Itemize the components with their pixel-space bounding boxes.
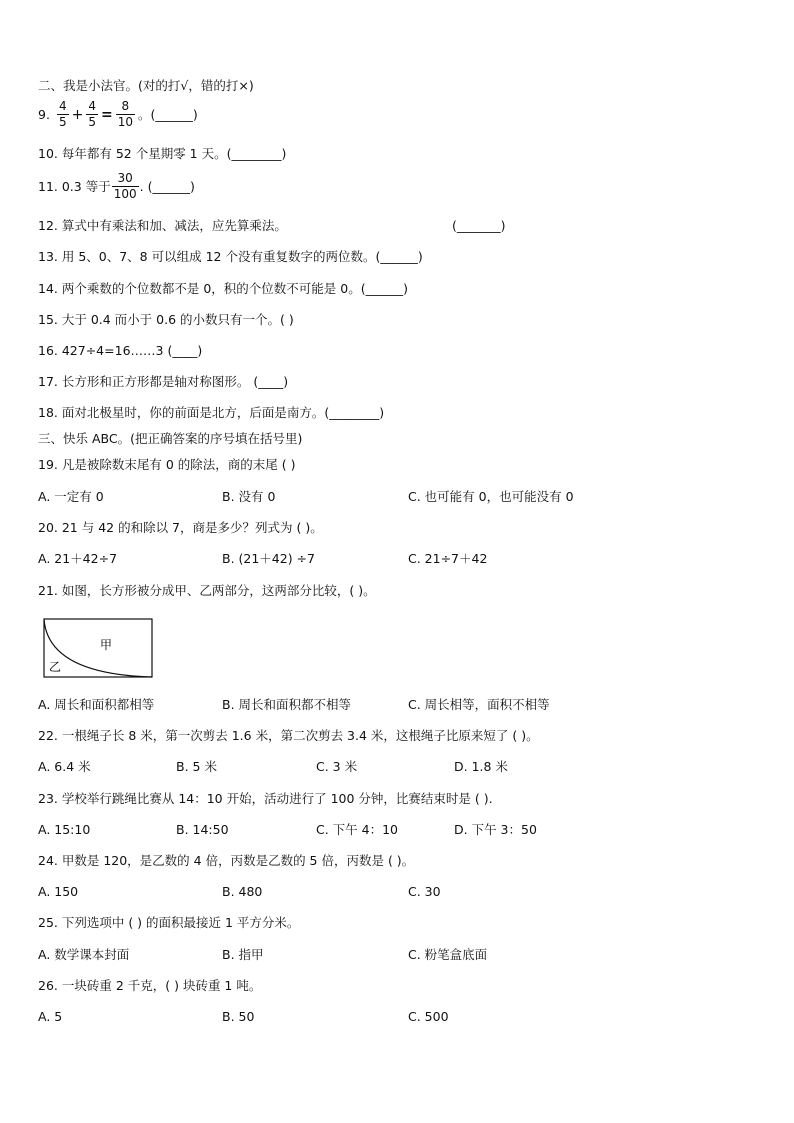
- q23-option-b[interactable]: B. 14:50: [176, 822, 229, 837]
- q21-option-c[interactable]: C. 周长相等，面积不相等: [408, 697, 550, 712]
- question-14: 14. 两个乘数的个位数都不是 0，积的个位数不可能是 0。(______): [38, 281, 408, 296]
- q9-number: 9.: [38, 106, 50, 122]
- question-22: 22. 一根绳子长 8 米，第一次剪去 1.6 米，第二次剪去 3.4 米，这根绳子比原来短了 ( )。: [38, 728, 539, 743]
- q22-option-b[interactable]: B. 5 米: [176, 759, 217, 774]
- q21-label-jia: 甲: [100, 638, 113, 652]
- q9-f2-numerator: 4: [88, 99, 96, 113]
- q25-option-a[interactable]: A. 数学课本封面: [38, 947, 130, 962]
- q9-f3-denominator: 10: [117, 115, 133, 129]
- q9-f3-numerator: 8: [116, 100, 135, 115]
- q21-option-b[interactable]: B. 周长和面积都不相等: [222, 697, 352, 712]
- q25-option-b[interactable]: B. 指甲: [222, 947, 264, 962]
- question-25: 25. 下列选项中 ( ) 的面积最接近 1 平方分米。: [38, 915, 300, 930]
- question-24: 24. 甲数是 120，是乙数的 4 倍，丙数是乙数的 5 倍，丙数是 ( )。: [38, 853, 415, 868]
- q24-option-c[interactable]: C. 30: [408, 884, 441, 899]
- q11-blank[interactable]: . (______): [139, 178, 195, 194]
- question-11: [38, 172, 195, 201]
- q19-option-a[interactable]: A. 一定有 0: [38, 489, 104, 504]
- question-10: 10. 每年都有 52 个星期零 1 天。(________): [38, 146, 287, 161]
- question-26: 26. 一块砖重 2 千克，( ) 块砖重 1 吨。: [38, 978, 262, 993]
- q26-option-c[interactable]: C. 500: [408, 1009, 449, 1024]
- q11-numerator: 30: [112, 172, 139, 187]
- q9-fraction-1: [57, 100, 69, 129]
- question-16: 16. 427÷4=16……3 (____): [38, 343, 203, 358]
- q9-fraction-3: [116, 100, 135, 129]
- section-2-title: 二、我是小法官。(对的打√，错的打×): [38, 78, 254, 93]
- question-13: 13. 用 5、0、7、8 可以组成 12 个没有重复数字的两位数。(______): [38, 249, 423, 264]
- q9-equals: =: [100, 106, 113, 123]
- q23-option-c[interactable]: C. 下午 4：10: [316, 822, 399, 837]
- q11-fraction: [112, 172, 139, 201]
- q12-blank[interactable]: (_______): [452, 218, 506, 233]
- question-23: 23. 学校举行跳绳比赛从 14：10 开始，活动进行了 100 分钟，比赛结束时是 ( ).: [38, 791, 493, 806]
- q24-option-b[interactable]: B. 480: [222, 884, 263, 899]
- q22-option-a[interactable]: A. 6.4 米: [38, 759, 91, 774]
- q26-option-a[interactable]: A. 5: [38, 1009, 63, 1024]
- q21-option-a[interactable]: A. 周长和面积都相等: [38, 697, 155, 712]
- q24-option-a[interactable]: A. 150: [38, 884, 79, 899]
- q20-option-a[interactable]: A. 21＋42÷7: [38, 551, 118, 566]
- q22-option-c[interactable]: C. 3 米: [316, 759, 358, 774]
- q25-option-c[interactable]: C. 粉笔盒底面: [408, 947, 488, 962]
- section-3-title: 三、快乐 ABC。(把正确答案的序号填在括号里): [38, 431, 303, 446]
- question-20: 20. 21 与 42 的和除以 7，商是多少？列式为 ( )。: [38, 520, 323, 535]
- question-18: 18. 面对北极星时，你的前面是北方，后面是南方。(________): [38, 405, 385, 420]
- q23-option-a[interactable]: A. 15:10: [38, 822, 91, 837]
- q20-option-b[interactable]: B. (21＋42) ÷7: [222, 551, 315, 566]
- q9-f1-denominator: 5: [58, 115, 67, 129]
- question-17: 17. 长方形和正方形都是轴对称图形。 (____): [38, 374, 289, 389]
- q19-option-c[interactable]: C. 也可能有 0，也可能没有 0: [408, 489, 574, 504]
- q21-rectangle-figure: [40, 614, 156, 682]
- q21-label-yi: 乙: [49, 660, 62, 674]
- q9-plus: +: [71, 106, 84, 123]
- question-9: [38, 100, 200, 129]
- q20-option-c[interactable]: C. 21÷7＋42: [408, 551, 488, 566]
- question-21: 21. 如图，长方形被分成甲、乙两部分，这两部分比较，( )。: [38, 583, 376, 598]
- q11-denominator: 100: [113, 187, 137, 201]
- q11-prefix: 11. 0.3 等于: [38, 178, 111, 194]
- q23-option-d[interactable]: D. 下午 3：50: [454, 822, 537, 837]
- q22-option-d[interactable]: D. 1.8 米: [454, 759, 508, 774]
- question-19: 19. 凡是被除数末尾有 0 的除法，商的末尾 ( ): [38, 457, 296, 472]
- q9-blank[interactable]: 。(______): [137, 106, 198, 122]
- question-12: 12. 算式中有乘法和加、减法，应先算乘法。: [38, 218, 287, 233]
- q19-option-b[interactable]: B. 没有 0: [222, 489, 276, 504]
- q26-option-b[interactable]: B. 50: [222, 1009, 255, 1024]
- q9-fraction-2: [86, 100, 98, 129]
- q9-f2-denominator: 5: [88, 115, 96, 129]
- q9-f1-numerator: 4: [58, 99, 67, 113]
- question-15: 15. 大于 0.4 而小于 0.6 的小数只有一个。( ): [38, 312, 294, 327]
